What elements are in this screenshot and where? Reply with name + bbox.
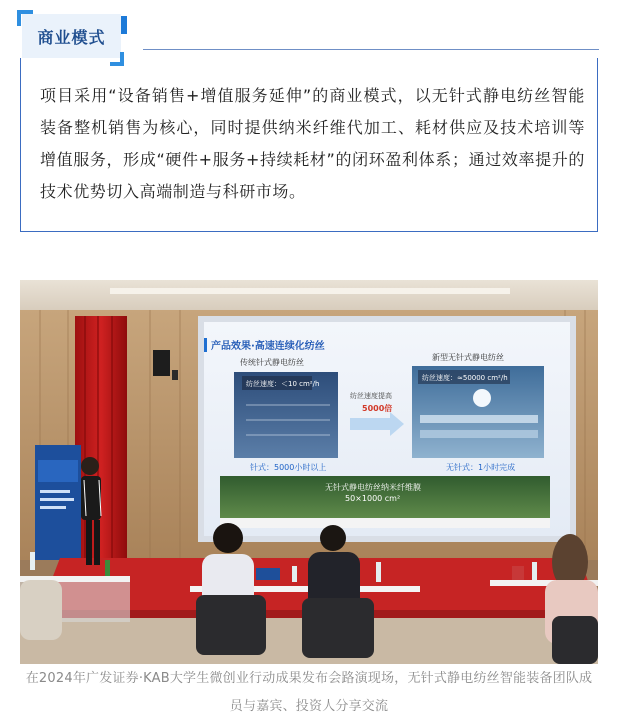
slide-heading: 产品效果·高速连续化纺丝: [211, 341, 325, 352]
slide-middle-value: 5000倍: [362, 404, 393, 413]
event-photo: [20, 280, 598, 664]
slide-left-speed: 纺丝速度：＜10 cm²/h: [246, 380, 320, 388]
slide-middle-text: 纺丝速度提高: [350, 392, 392, 400]
slide-bottom-line1: 无针式静电纺丝纳米纤维膜: [325, 483, 421, 492]
header-divider: [143, 49, 599, 50]
slide-left-note: 针式：5000小时以上: [250, 463, 327, 472]
header-tab-decoration: [121, 16, 127, 34]
section-title: 商业模式: [22, 14, 121, 58]
event-photo-illustration: [20, 280, 598, 664]
slide-bottom-line2: 50×1000 cm²: [345, 494, 401, 503]
slide-right-speed: 纺丝速度：≈50000 cm²/h: [422, 374, 508, 382]
section-body: 项目采用“设备销售+增值服务延伸”的商业模式，以无针式静电纺丝智能装备整机销售为核心，同时提供纳米纤维代加工、耗材供应及技术培训等增值服务，形成“硬件+服务+持续耗材”的闭环盈利体系；通过效率提升的技术优势切入高端制造与科研市场。: [40, 86, 585, 201]
photo-caption: 在2024年广发证券·KAB大学生微创业行动成果发布会路演现场，无针式静电纺丝智能装备团队成员与嘉宾、投资人分享交流: [25, 671, 593, 714]
slide-left-title: 传统针式静电纺丝: [240, 358, 304, 367]
slide-right-note: 无针式：1小时完成: [446, 463, 516, 472]
slide-right-title: 新型无针式静电纺丝: [432, 353, 504, 362]
